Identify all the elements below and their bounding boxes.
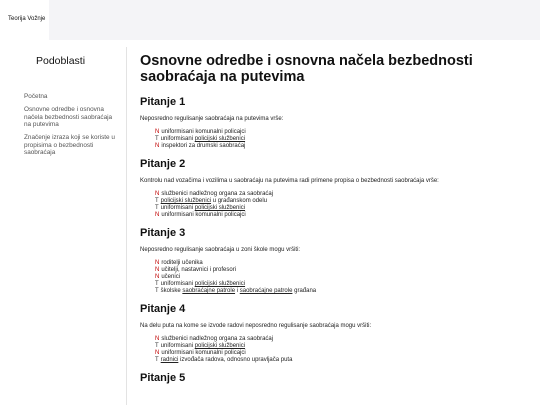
- answer-list: [155, 336, 530, 364]
- answer-item: [155, 274, 530, 281]
- question-title: Pitanje 1: [140, 96, 186, 108]
- brand-logo[interactable]: [0, 0, 49, 40]
- question-text: Kontrolu nad vozačima i vozilima u saobraćaju na putevima radi primene propisa o bezbednosti saobraćaja vrše:: [140, 178, 439, 184]
- answer-mark-false: N: [155, 129, 160, 135]
- answer-list: [155, 191, 530, 219]
- main-content: [140, 53, 530, 392]
- question-title: Pitanje 4: [140, 303, 186, 315]
- answer-item: [155, 288, 530, 295]
- answer-item: [155, 281, 530, 288]
- answer-list: [155, 260, 530, 295]
- answer-highlight: policijski službenici: [194, 343, 246, 349]
- answer-item: [155, 336, 530, 343]
- answer-highlight: policijski službenici: [160, 198, 212, 204]
- answer-mark-false: N: [155, 336, 160, 342]
- answer-mark-true: T: [155, 205, 159, 211]
- top-navbar: [0, 0, 540, 40]
- answer-mark-false: N: [155, 191, 160, 197]
- answer-mark-true: T: [155, 357, 159, 363]
- question-title: Pitanje 3: [140, 227, 186, 239]
- brand-text[interactable]: Teorija Vožnje: [8, 16, 46, 22]
- answer-mark-true: T: [155, 281, 159, 287]
- answer-text: školske: [160, 288, 183, 294]
- answer-item: [155, 191, 530, 198]
- answer-mark-false: N: [155, 260, 160, 266]
- answer-mark-false: N: [155, 274, 160, 280]
- answer-item: [155, 205, 530, 212]
- answer-highlight: policijski službenici: [194, 136, 246, 142]
- sidebar-title: Podoblasti: [36, 55, 86, 67]
- answer-item: [155, 212, 530, 219]
- question-block: [140, 303, 530, 364]
- answer-text: građana: [292, 288, 317, 294]
- answer-list: [155, 129, 530, 150]
- answer-item: [155, 143, 530, 150]
- question-text: Neposredno regulisanje saobraćaja na putevima vrše:: [140, 116, 284, 122]
- sidebar-link-znacenje-izraza[interactable]: Značenje izraza koji se koriste u propisima o bezbednosti saobraćaja: [24, 134, 115, 156]
- sidebar-link-osnovne-odredbe[interactable]: Osnovne odredbe i osnovna načela bezbednosti saobraćaja na putevima: [24, 106, 113, 128]
- answer-item: [155, 136, 530, 143]
- answer-text: službenici nadležnog organa za saobraćaj: [161, 336, 274, 342]
- answer-text: roditelji učenika: [161, 260, 203, 266]
- answer-text: uniformisani komunalni policajci: [161, 212, 246, 218]
- answer-highlight: policijski službenici: [194, 205, 246, 211]
- answer-item: [155, 343, 530, 350]
- answer-text: uniformisani: [160, 343, 195, 349]
- answer-text: uniformisani komunalni policajci: [161, 129, 246, 135]
- answer-text: učenici: [161, 274, 181, 280]
- sidebar-nav: [24, 93, 120, 162]
- answer-mark-true: T: [155, 288, 159, 294]
- page-title: Osnovne odredbe i osnovna načela bezbednosti saobraćaja na putevima: [140, 53, 473, 85]
- answer-text: uniformisani: [160, 281, 195, 287]
- answer-mark-false: N: [155, 143, 160, 149]
- question-text: Na delu puta na kome se izvode radovi neposredno regulisanje saobraćaja mogu vršiti:: [140, 323, 372, 329]
- answer-item: [155, 260, 530, 267]
- answer-highlight: radnici: [160, 357, 179, 363]
- answer-item: [155, 357, 530, 364]
- answer-highlight: policijski službenici: [194, 281, 246, 287]
- answer-mark-true: T: [155, 343, 159, 349]
- answer-item: [155, 267, 530, 274]
- answer-text: inspektori za drumski saobraćaj: [161, 143, 246, 149]
- sidebar-link-pocetna[interactable]: Početna: [24, 93, 48, 100]
- question-title: Pitanje 2: [140, 158, 186, 170]
- answer-text: službenici nadležnog organa za saobraćaj: [161, 191, 274, 197]
- answer-highlight: saobraćajne patrole: [239, 288, 293, 294]
- answer-highlight: saobraćajne patrole: [182, 288, 236, 294]
- question-block: [140, 227, 530, 295]
- answer-item: [155, 198, 530, 205]
- answer-mark-false: N: [155, 212, 160, 218]
- answer-mark-true: T: [155, 136, 159, 142]
- answer-item: [155, 350, 530, 357]
- question-block: [140, 96, 530, 150]
- question-block: [140, 158, 530, 219]
- sidebar: [0, 47, 127, 405]
- answer-text: uniformisani: [160, 136, 195, 142]
- answer-mark-false: N: [155, 350, 160, 356]
- answer-text: izvođača radova, odnosno upravljača puta: [178, 357, 293, 363]
- answer-mark-false: N: [155, 267, 160, 273]
- answer-text: učitelji, nastavnici i profesori: [161, 267, 237, 273]
- answer-text: i: [235, 288, 240, 294]
- question-text: Neposredno regulisanje saobraćaja u zoni škole mogu vršiti:: [140, 247, 301, 253]
- answer-item: [155, 129, 530, 136]
- question-title: Pitanje 5: [140, 372, 186, 384]
- answer-mark-true: T: [155, 198, 159, 204]
- answer-text: uniformisani: [160, 205, 195, 211]
- answer-text: uniformisani komunalni policajci: [161, 350, 246, 356]
- question-block: [140, 372, 530, 384]
- answer-text: u građanskom odelu: [211, 198, 268, 204]
